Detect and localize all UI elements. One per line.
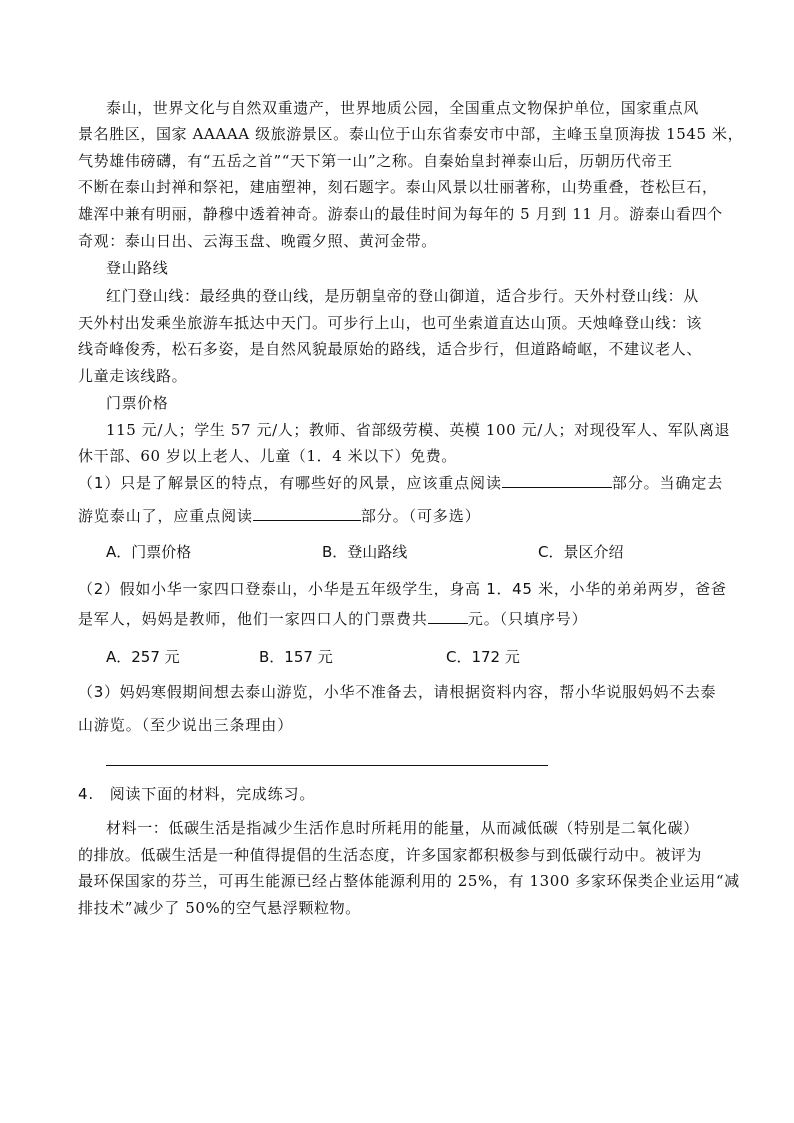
q3-answer-line[interactable] [106, 765, 548, 766]
route-line: 天外村出发乘坐旅游车抵达中天门。可步行上山，也可坐索道直达山顶。天烛峰登山线：该 [78, 314, 703, 332]
q1-answer-blank-1[interactable] [502, 471, 612, 488]
q2-answer-blank[interactable] [428, 607, 468, 624]
intro-line: 泰山，世界文化与自然双重遗产，世界地质公园，全国重点文物保护单位，国家重点风 [106, 99, 699, 117]
route-line: 红门登山线：最经典的登山线，是历朝皇帝的登山御道，适合步行。天外村登山线：从 [106, 287, 699, 305]
intro-line: 景名胜区，国家 AAAAA 级旅游景区。泰山位于山东省泰安市中部，主峰玉皇顶海拔 1545 米， [78, 125, 744, 143]
q4-heading: 4. 阅读下面的材料，完成练习。 [78, 785, 316, 803]
q2-option-a[interactable]: A．257 元 [106, 648, 180, 666]
q1-answer-blank-2[interactable] [253, 504, 361, 521]
intro-line: 雄浑中兼有明丽，静穆中透着神奇。游泰山的最佳时间为每年的 5 月到 11 月。游泰山看四个 [78, 205, 723, 223]
q1-text: 部分。（可多选） [360, 507, 481, 525]
q1-option-a[interactable]: A．门票价格 [106, 543, 192, 561]
q2-line-2 [78, 606, 588, 633]
q1-line-2 [78, 503, 481, 530]
material-line: 的排放。低碳生活是一种值得提倡的生活态度，许多国家都积极参与到低碳行动中。被评为 [78, 846, 703, 864]
intro-line: 奇观：泰山日出、云海玉盘、晚霞夕照、黄河金带。 [78, 232, 437, 250]
q1-text: 游览泰山了，应重点阅读 [78, 507, 253, 525]
route-line: 线奇峰俊秀，松石多姿，是自然风貌最原始的路线，适合步行，但道路崎岖，不建议老人、 [78, 340, 703, 358]
q3-line-1: （3）妈妈寒假期间想去泰山游览，小华不准备去，请根据资料内容，帮小华说服妈妈不去泰 [78, 683, 717, 701]
q2-option-c[interactable]: C．172 元 [446, 648, 520, 666]
q1-text: （1）只是了解景区的特点，有哪些好的风景，应该重点阅读 [78, 474, 502, 492]
intro-line: 气势雄伟磅礴，有“五岳之首”“天下第一山”之称。自秦始皇封禅泰山后，历朝历代帝王 [78, 152, 673, 170]
route-line: 儿童走该线路。 [78, 367, 188, 385]
q2-option-b[interactable]: B．157 元 [259, 648, 333, 666]
route-heading: 登山路线 [106, 259, 169, 277]
q2-text: 元。（只填序号） [467, 610, 588, 628]
ticket-heading: 门票价格 [106, 394, 169, 412]
ticket-line: 休干部、60 岁以上老人、儿童（1．4 米以下）免费。 [78, 447, 457, 465]
material-line: 最环保国家的芬兰，可再生能源已经占整体能源利用的 25%，有 1300 多家环保类企业运用“减 [78, 872, 740, 890]
material-line: 排技术”减少了 50%的空气悬浮颗粒物。 [78, 899, 361, 917]
q1-line-1 [78, 470, 723, 497]
q1-option-b[interactable]: B．登山路线 [322, 543, 408, 561]
intro-line: 不断在泰山封禅和祭祀，建庙塑神，刻石题字。泰山风景以壮丽著称，山势重叠，苍松巨石， [78, 178, 718, 196]
material-line: 材料一：低碳生活是指减少生活作息时所耗用的能量，从而减低碳（特别是二氧化碳） [106, 819, 699, 837]
q2-text: 是军人，妈妈是教师，他们一家四口人的门票费共 [78, 610, 428, 628]
q2-line-1: （2）假如小华一家四口登泰山，小华是五年级学生，身高 1．45 米，小华的弟弟两岁，爸爸 [78, 580, 727, 598]
q1-text: 部分。当确定去 [611, 474, 724, 492]
q1-option-c[interactable]: C．景区介绍 [538, 543, 624, 561]
q3-line-2: 山游览。（至少说出三条理由） [78, 716, 294, 734]
ticket-line: 115 元/人；学生 57 元/人；教师、省部级劳模、英模 100 元/人；对现役军人、军队离退 [106, 421, 731, 439]
